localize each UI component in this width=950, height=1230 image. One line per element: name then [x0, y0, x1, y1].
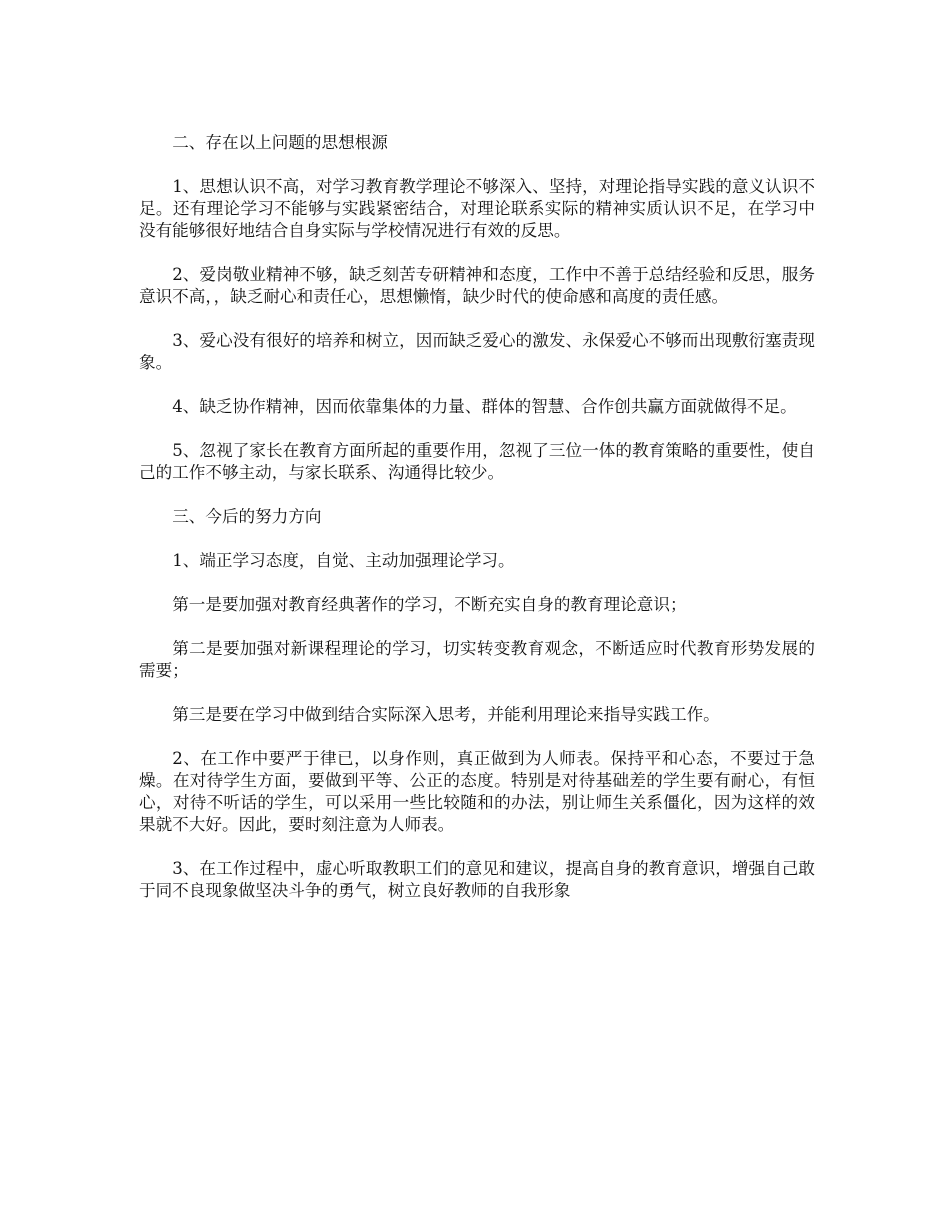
paragraph: 1、端正学习态度，自觉、主动加强理论学习。 [172, 551, 515, 570]
section-heading-3: 三、今后的努力方向 [172, 507, 322, 526]
paragraph: 第一是要加强对教育经典著作的学习，不断充实自身的教育理论意识； [172, 595, 687, 614]
paragraph: 第三是要在学习中做到结合实际深入思考，并能利用理论来指导实践工作。 [172, 705, 720, 724]
paragraph: 2、爱岗敬业精神不够，缺乏刻苦专研精神和态度，工作中不善于总结经验和反思，服务意识不高，，缺乏耐心和责任心，思想懒惰，缺少时代的使命感和高度的责任感。 [139, 265, 815, 306]
section-heading-2: 二、存在以上问题的思想根源 [172, 133, 388, 152]
paragraph: 4、缺乏协作精神，因而依靠集体的力量、群体的智慧、合作创共赢方面就做得不足。 [172, 397, 797, 416]
paragraph: 第二是要加强对新课程理论的学习，切实转变教育观念，不断适应时代教育形势发展的需要； [139, 639, 815, 680]
paragraph: 3、在工作过程中，虚心听取教职工们的意见和建议，提高自身的教育意识，增强自己敢于同不良现象做坚决斗争的勇气，树立良好教师的自我形象 [139, 859, 815, 900]
document-body [139, 132, 815, 924]
paragraph: 3、爱心没有很好的培养和树立，因而缺乏爱心的激发、永保爱心不够而出现敷衍塞责现象。 [139, 331, 815, 372]
paragraph: 2、在工作中要严于律已，以身作则，真正做到为人师表。保持平和心态，不要过于急燥。在对待学生方面，要做到平等、公正的态度。特别是对待基础差的学生要有耐心，有恒心，对待不听话的学生，可以采用一些比较随和的办法，别让师生关系僵化，因为这样的效果就不大好。因此，要时刻注意为人师表。 [139, 749, 815, 834]
paragraph: 1、思想认识不高，对学习教育教学理论不够深入、坚持，对理论指导实践的意义认识不足。还有理论学习不能够与实践紧密结合，对理论联系实际的精神实质认识不足，在学习中没有能够很好地结合自身实际与学校情况进行有效的反思。 [139, 177, 815, 240]
paragraph: 5、忽视了家长在教育方面所起的重要作用，忽视了三位一体的教育策略的重要性，使自己的工作不够主动，与家长联系、沟通得比较少。 [139, 441, 815, 482]
